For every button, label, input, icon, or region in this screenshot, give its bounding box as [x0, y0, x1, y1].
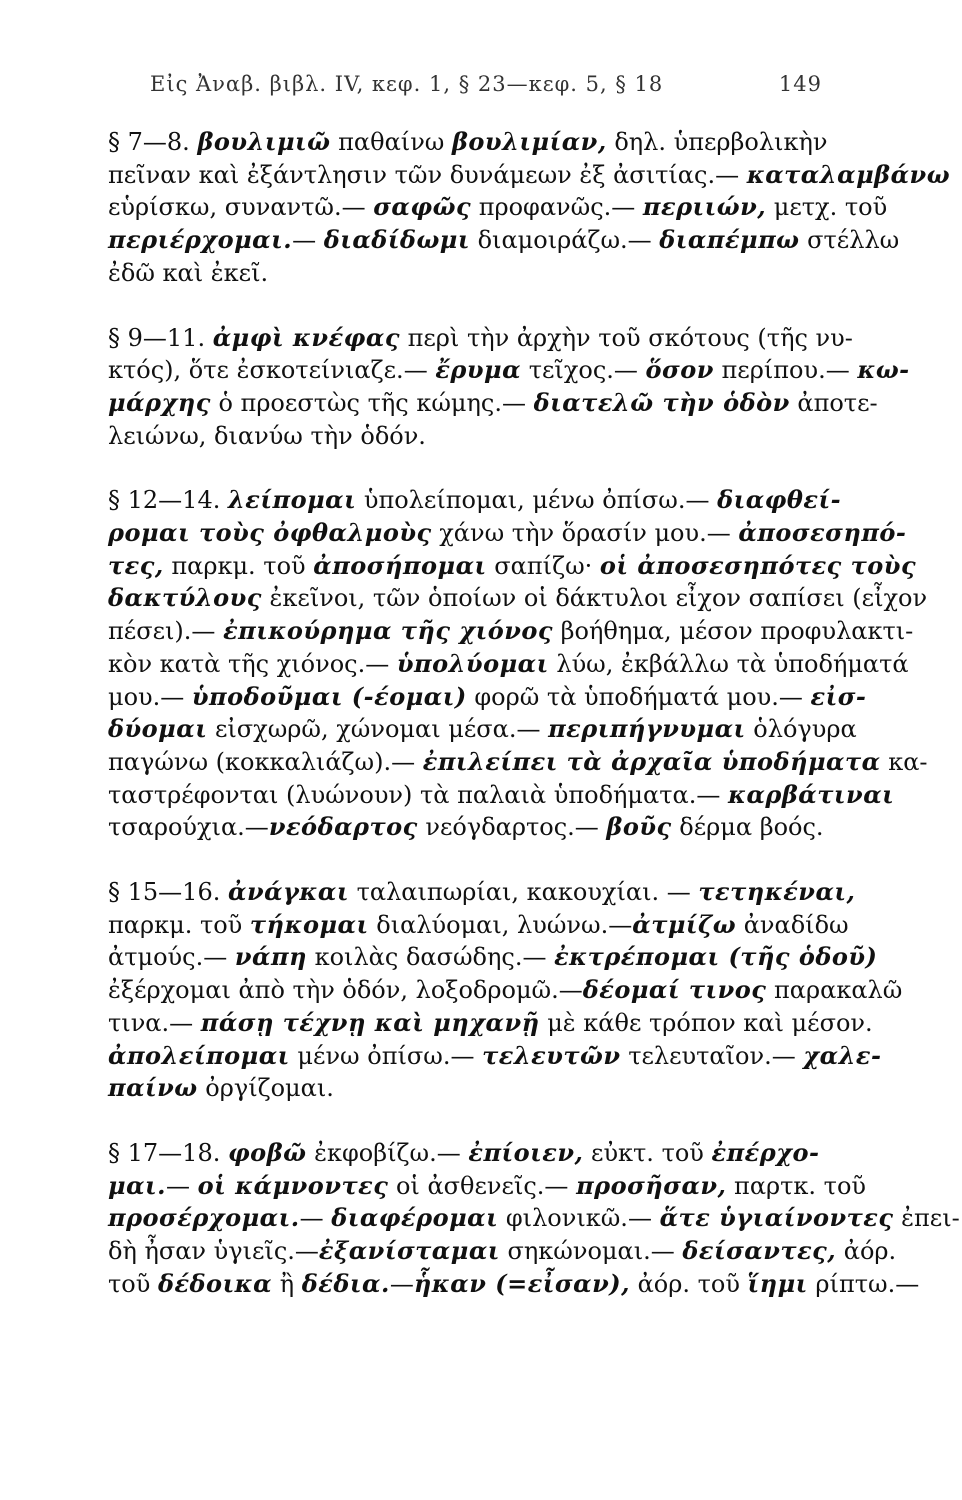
gloss: ὀργίζομαι. — [197, 1074, 334, 1103]
text-line — [90, 159, 951, 192]
gloss: λειώνω, διανύω τὴν ὁδόν. — [108, 421, 426, 450]
lemma: διαπέμπω — [659, 225, 800, 255]
gloss: § 9—11. — [108, 323, 213, 352]
lemma: βοῦς — [606, 812, 672, 842]
text-line — [90, 517, 907, 550]
text-line — [90, 876, 856, 909]
gloss: ρίπτω.— — [807, 1269, 920, 1298]
text-line — [90, 746, 928, 779]
gloss: κοιλὰς δασώδης.— — [306, 943, 555, 972]
gloss: ταλαιπωρίαι, κακουχίαι. — — [348, 878, 699, 907]
gloss: προφανῶς.— — [471, 193, 643, 222]
text-line — [90, 909, 849, 942]
lemma: λείπομαι — [227, 485, 357, 515]
gloss: στέλλω — [799, 226, 900, 255]
gloss: κα- — [880, 747, 928, 776]
commentary-text — [90, 126, 960, 1333]
gloss: — — [292, 226, 324, 255]
lemma: ὑπολύομαι — [396, 648, 549, 678]
lemma: δέδια. — [301, 1268, 390, 1298]
gloss: μένω ὀπίσω.— — [289, 1041, 483, 1070]
text-line — [90, 322, 853, 355]
page-number: 149 — [778, 72, 822, 96]
gloss: ἐκφοβίζω.— — [306, 1138, 469, 1167]
gloss: δὴ ἦσαν ὑγιεῖς.— — [108, 1237, 319, 1266]
text-line — [90, 1170, 866, 1203]
text-line — [90, 681, 867, 714]
text-line — [90, 126, 828, 159]
gloss: φορῶ τὰ ὑποδήματά μου.— — [466, 682, 811, 711]
gloss: ἐξέρχομαι ἀπὸ τὴν ὁδόν, λοξοδρομῶ.— — [108, 976, 583, 1005]
running-title: Εἰς Ἀναβ. βιβλ. IV, κεφ. 1, § 23—κεφ. 5, § 18 — [150, 72, 664, 96]
gloss: κὸν κατὰ τῆς χιόνος.— — [108, 649, 397, 678]
lemma: οἱ ἀποσεσηπότες τοὺς — [599, 550, 917, 580]
gloss: παθαίνω — [330, 128, 452, 156]
gloss: ἐκεῖνοι, τῶν ὁποίων οἱ δάκτυλοι εἶχον σαπίσει (εἶχον — [261, 584, 928, 613]
lemma: καταλαμβάνω — [746, 159, 951, 189]
gloss: παρκμ. τοῦ — [108, 910, 250, 939]
lemma: προσέρχομαι. — [108, 1203, 300, 1233]
gloss: μου.— — [108, 682, 192, 711]
gloss: βοήθημα, μέσον προφυλακτι- — [553, 617, 914, 646]
gloss: φιλονικῶ.— — [498, 1204, 660, 1233]
lemma: ἀμφὶ κνέφας — [212, 322, 400, 352]
lemma: ὑποδοῦμαι (-έομαι) — [191, 681, 467, 711]
text-line — [90, 1040, 882, 1073]
lemma: ἀποσήπομαι — [313, 550, 487, 580]
lemma: φοβῶ — [227, 1137, 307, 1167]
lemma: σαφῶς — [373, 192, 472, 222]
lemma: διατελῶ τὴν ὁδὸν — [533, 387, 790, 417]
paragraph — [90, 484, 928, 844]
gloss: ἀόρ. — [836, 1237, 897, 1266]
gloss: τεῖχος.— — [521, 356, 646, 385]
gloss: εἰσχωρῶ, χώνομαι μέσα.— — [207, 715, 549, 744]
gloss: § 17—18. — [108, 1138, 228, 1167]
lemma: καρβάτιναι — [727, 779, 895, 809]
lemma: ἐπιλείπει τὰ ἀρχαῖα ὑποδήματα — [422, 746, 881, 776]
lemma: ὅσον — [645, 355, 714, 385]
text-line — [90, 257, 822, 290]
lemma: παίνω — [108, 1073, 198, 1103]
gloss: οἱ ἀσθενεῖς.— — [388, 1171, 577, 1200]
lemma: νεόδαρτος — [268, 812, 418, 842]
gloss: δηλ. ὑπερβολικὴν — [606, 128, 828, 156]
lemma: ἐξανίσταμαι — [318, 1236, 500, 1266]
gloss: τινα.— — [108, 1008, 201, 1037]
text-line — [90, 648, 909, 681]
gloss: § 7—8. — [108, 128, 198, 156]
lemma: οἱ κάμνοντες — [197, 1170, 389, 1200]
lemma: δακτύλους — [108, 583, 262, 613]
gloss: διαλύομαι, λυώνω.— — [368, 910, 633, 939]
lemma: βουλιμίαν, — [451, 127, 607, 156]
gloss: ἢ — [272, 1269, 302, 1298]
text-line — [90, 779, 895, 812]
lemma: προσῆσαν, — [576, 1170, 727, 1200]
lemma: διαφέρομαι — [331, 1203, 499, 1233]
gloss: δέρμα βοός. — [671, 813, 824, 842]
lemma: τες, — [108, 550, 164, 580]
lemma: ἐπικούρημα τῆς χιόνος — [223, 616, 554, 646]
text-line — [90, 811, 822, 844]
gloss: μὲ κάθε τρόπον καὶ μέσον. — [539, 1008, 873, 1037]
lemma: νάπη — [234, 942, 307, 972]
lemma: χαλε- — [803, 1040, 882, 1070]
lemma: διαδίδωμι — [323, 225, 470, 255]
gloss: τοῦ — [108, 1269, 158, 1298]
text-line — [90, 974, 903, 1007]
lemma: ἐκτρέπομαι (τῆς ὁδοῦ) — [554, 942, 878, 972]
text-line — [90, 941, 878, 974]
gloss: ὑπολείπομαι, μένω ὀπίσω.— — [356, 486, 718, 515]
text-line — [90, 550, 917, 583]
gloss: παγώνω (κοκκαλιάζω).— — [108, 747, 423, 776]
text-line — [90, 1268, 920, 1301]
gloss: πεῖναν καὶ ἐξάντλησιν τῶν δυνάμεων ἐξ ἀσιτίας.— — [108, 160, 747, 189]
lemma: ἐπίοιεν, — [468, 1137, 584, 1167]
gloss: τσαρούχια.— — [108, 813, 269, 842]
gloss: — — [299, 1204, 332, 1233]
gloss: παρακαλῶ — [766, 976, 903, 1005]
lemma: βουλιμιῶ — [197, 127, 331, 156]
text-line — [90, 615, 914, 648]
lemma: κω- — [857, 355, 910, 385]
text-line — [90, 713, 857, 746]
gloss: διαμοιράζω.— — [469, 226, 660, 255]
lemma: τετηκέναι, — [698, 877, 856, 907]
lemma: ἔρυμα — [435, 355, 522, 385]
gloss: ἀναδίδω — [736, 910, 849, 939]
lemma: ἀπολείπομαι — [108, 1040, 290, 1070]
lemma: τελευτῶν — [482, 1040, 621, 1070]
lemma: ἵημι — [747, 1268, 808, 1298]
gloss: σαπίζω· — [486, 551, 600, 580]
gloss: ταστρέφονται (λυώνουν) τὰ παλαιὰ ὑποδήματα.— — [108, 780, 728, 809]
text-line — [90, 224, 900, 257]
gloss: λύω, ἐκβάλλω τὰ ὑποδήματά — [548, 649, 909, 678]
gloss: § 15—16. — [108, 878, 228, 907]
gloss: ἐπει- — [893, 1204, 960, 1233]
gloss: ἀόρ. τοῦ — [629, 1269, 748, 1298]
text-line — [90, 1137, 822, 1170]
gloss: κτός), ὅτε ἐσκοτείνιαζε.— — [108, 356, 436, 385]
lemma: ἧκαν (=εἶσαν), — [413, 1268, 630, 1298]
gloss: νεόγδαρτος.— — [417, 813, 607, 842]
lemma: μάρχης — [108, 387, 211, 417]
gloss: ὁ προεστὼς τῆς κώμης.— — [210, 388, 534, 417]
lemma: ρομαι τοὺς ὀφθαλμοὺς — [108, 518, 432, 548]
paragraph — [90, 126, 951, 290]
gloss: εὑρίσκω, συναντῶ.— — [108, 193, 374, 222]
paragraph — [90, 322, 910, 453]
lemma: δέδοικα — [157, 1268, 273, 1298]
gloss: μετχ. τοῦ — [766, 193, 888, 222]
lemma: ἀνάγκαι — [227, 877, 349, 907]
text-line — [90, 1007, 873, 1040]
gloss: παρκμ. τοῦ — [163, 551, 314, 580]
gloss: περίπου.— — [713, 356, 858, 385]
paragraph — [90, 876, 903, 1105]
lemma: τήκομαι — [249, 909, 369, 939]
lemma: ἅτε ὑγιαίνοντες — [659, 1203, 894, 1233]
paragraph — [90, 1137, 960, 1301]
gloss: ὁλόγυρα — [745, 715, 857, 744]
gloss: χάνω τὴν ὅρασίν μου.— — [431, 519, 739, 548]
text-line — [90, 420, 822, 453]
text-line — [90, 387, 878, 420]
lemma: ἐπέρχο- — [711, 1137, 820, 1167]
gloss: περὶ τὴν ἀρχὴν τοῦ σκότους (τῆς νυ- — [399, 323, 853, 352]
lemma: εἰσ- — [810, 681, 867, 711]
lemma: διαφθεί- — [717, 485, 842, 515]
text-line — [90, 191, 888, 224]
gloss: § 12—14. — [108, 486, 228, 515]
lemma: περιέρχομαι. — [108, 225, 293, 255]
gloss: ἀποτε- — [789, 388, 878, 417]
gloss: ἀτμούς.— — [108, 943, 235, 972]
text-line — [90, 1072, 822, 1105]
lemma: δέομαί τινος — [582, 975, 767, 1005]
gloss: εὐκτ. τοῦ — [583, 1138, 712, 1167]
text-line — [90, 1202, 960, 1235]
gloss: — — [166, 1171, 198, 1200]
lemma: ἀτμίζω — [632, 909, 737, 939]
lemma: μαι. — [108, 1170, 167, 1200]
page-header — [150, 72, 822, 96]
gloss: — — [389, 1269, 414, 1298]
text-line — [90, 484, 842, 517]
lemma: περιιών, — [642, 192, 767, 222]
gloss: σηκώνομαι.— — [499, 1237, 683, 1266]
text-line — [90, 1235, 897, 1268]
gloss: παρτκ. τοῦ — [726, 1171, 866, 1200]
gloss: ἐδῶ καὶ ἐκεῖ. — [108, 258, 269, 287]
lemma: ἀποσεσηπό- — [738, 518, 907, 548]
lemma: περιπήγνυμαι — [548, 714, 746, 744]
gloss: πέσει).— — [108, 617, 224, 646]
text-line — [90, 354, 910, 387]
lemma: πάσῃ τέχνῃ καὶ μηχανῇ — [200, 1007, 540, 1037]
lemma: δείσαντες, — [682, 1236, 837, 1266]
gloss: τελευταῖον.— — [620, 1041, 804, 1070]
text-line — [90, 582, 928, 615]
lemma: δύομαι — [108, 714, 208, 744]
